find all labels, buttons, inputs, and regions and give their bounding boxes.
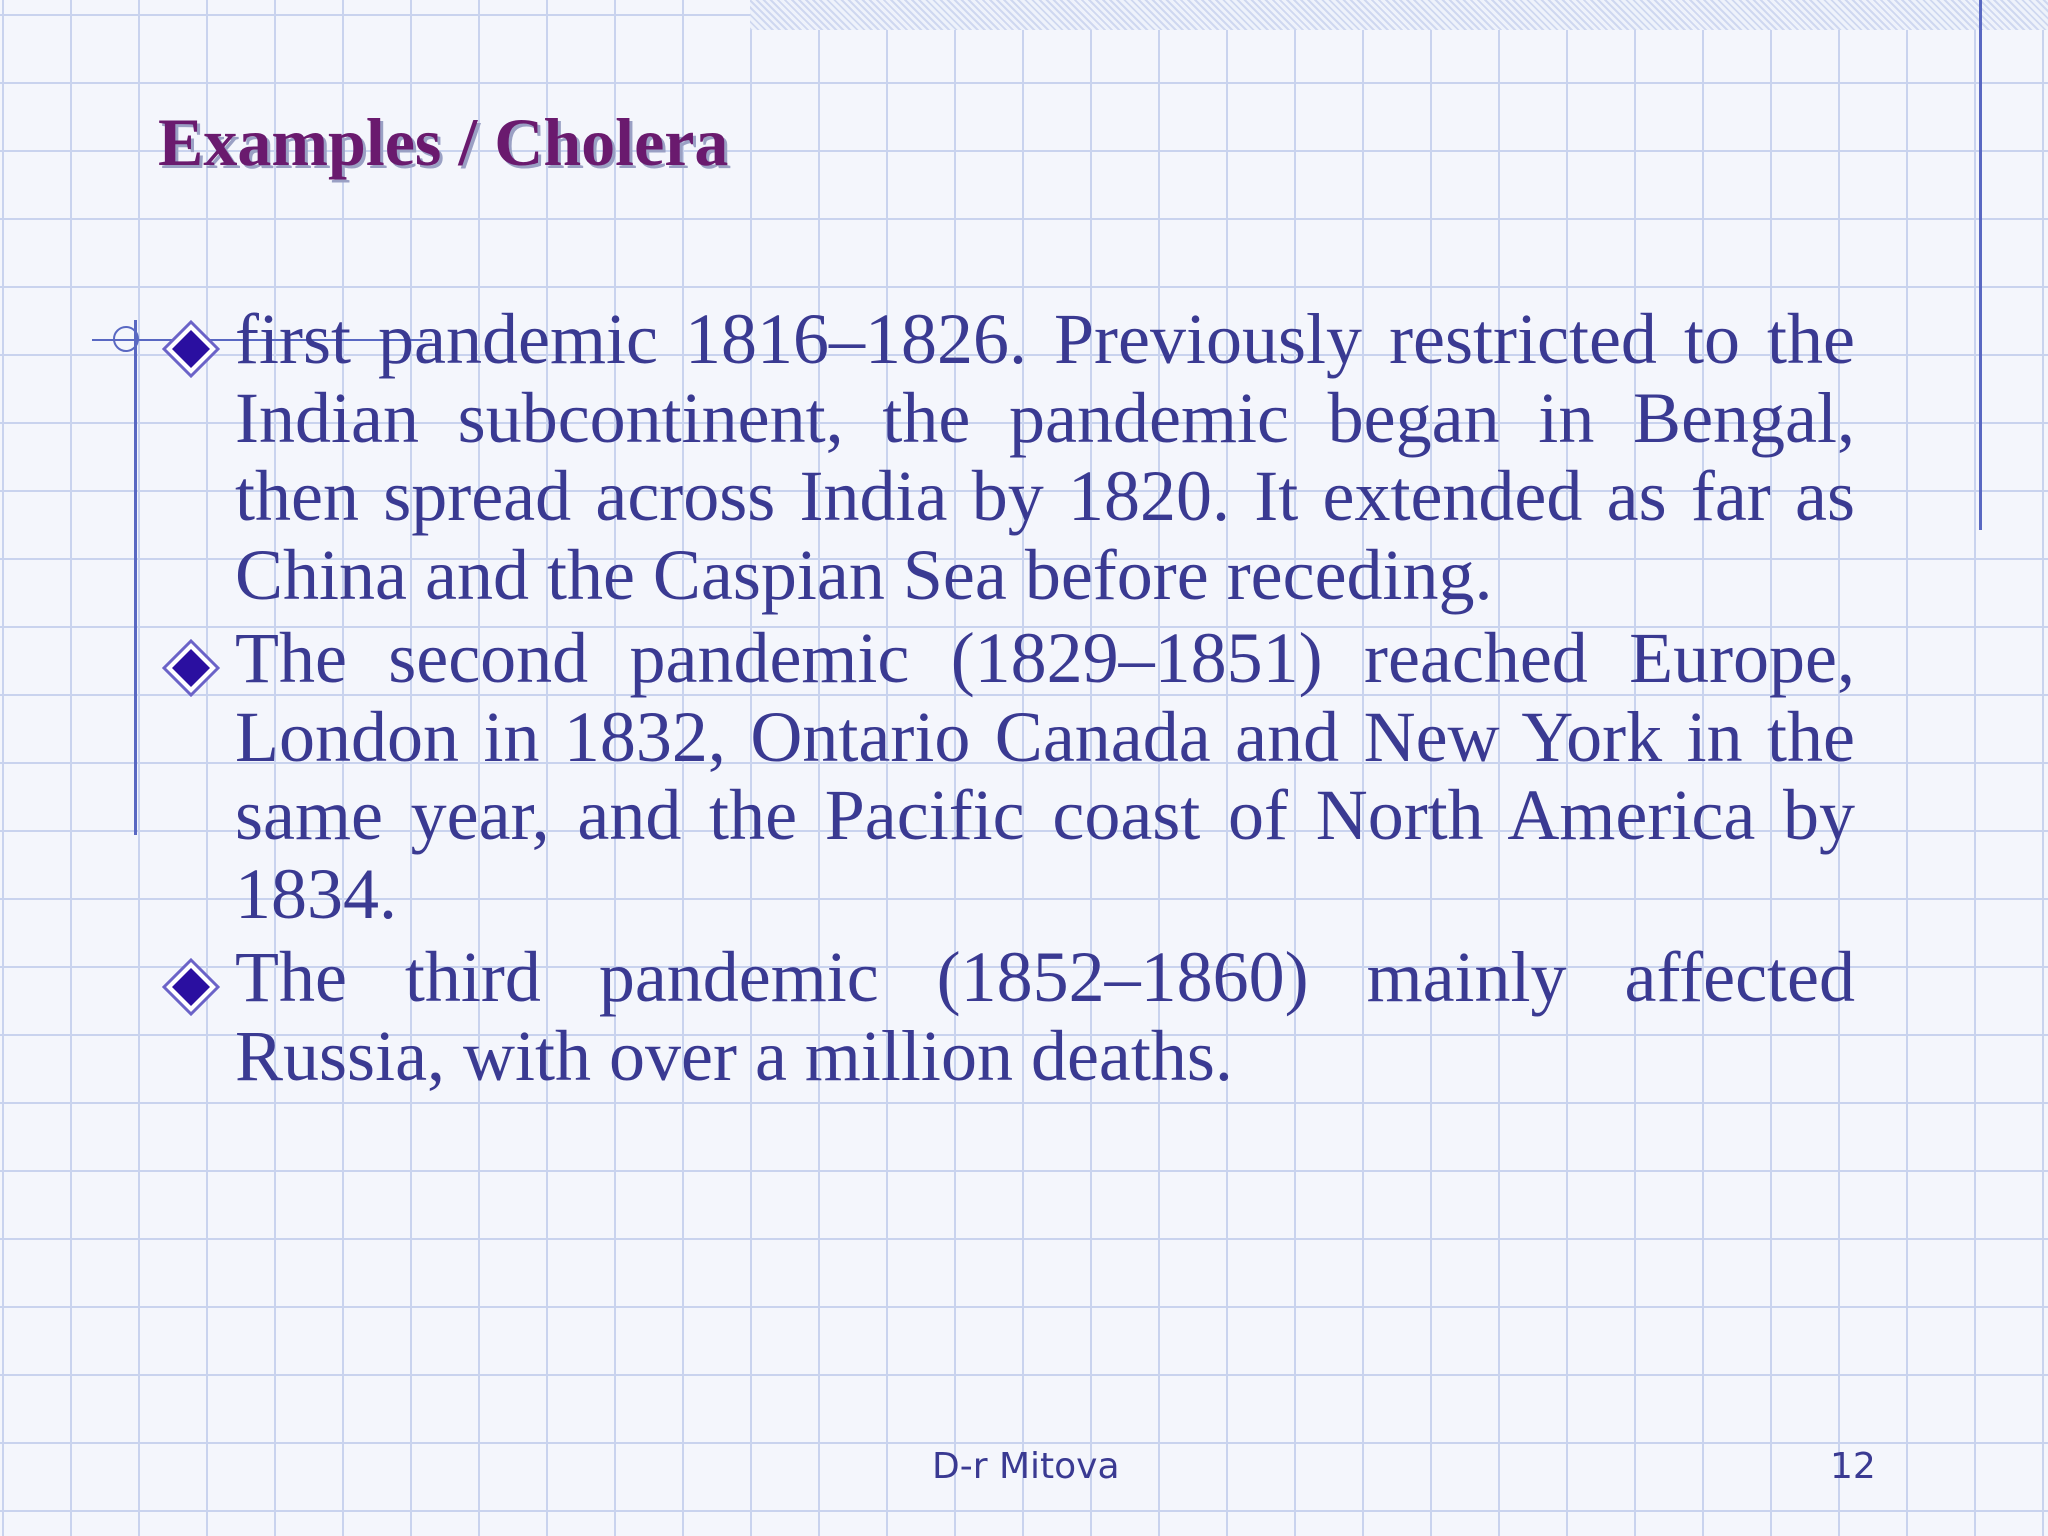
diamond-bullet-icon bbox=[162, 639, 220, 697]
bullet-text: The second pandemic (1829–1851) reached Europe, London in 1832, Ontario Canada and New York in the same year, and the Pacific coast of North America by 1834. bbox=[235, 618, 1855, 934]
slide-title: Examples / Cholera bbox=[158, 104, 729, 180]
bullet-item bbox=[158, 938, 1855, 1095]
bullet-item bbox=[158, 300, 1855, 614]
bullet-text: The third pandemic (1852–1860) mainly affected Russia, with over a million deaths. bbox=[235, 937, 1855, 1096]
decorative-left-rule bbox=[134, 320, 137, 835]
decorative-top-band bbox=[750, 0, 2048, 30]
bullet-list bbox=[158, 300, 1855, 1095]
footer-author: D-r Mitova bbox=[932, 1446, 1120, 1487]
diamond-bullet-icon bbox=[162, 320, 220, 378]
page-number: 12 bbox=[1830, 1446, 1876, 1487]
decorative-ring-icon bbox=[113, 326, 139, 352]
bullet-item bbox=[158, 619, 1855, 933]
bullet-text: first pandemic 1816–1826. Previously restricted to the Indian subcontinent, the pandemic began in Bengal, then spread across India by 1820. It extended as far as China and the Caspian Sea before receding. bbox=[235, 299, 1855, 615]
diamond-bullet-icon bbox=[162, 958, 220, 1016]
decorative-right-rule bbox=[1979, 0, 1982, 530]
